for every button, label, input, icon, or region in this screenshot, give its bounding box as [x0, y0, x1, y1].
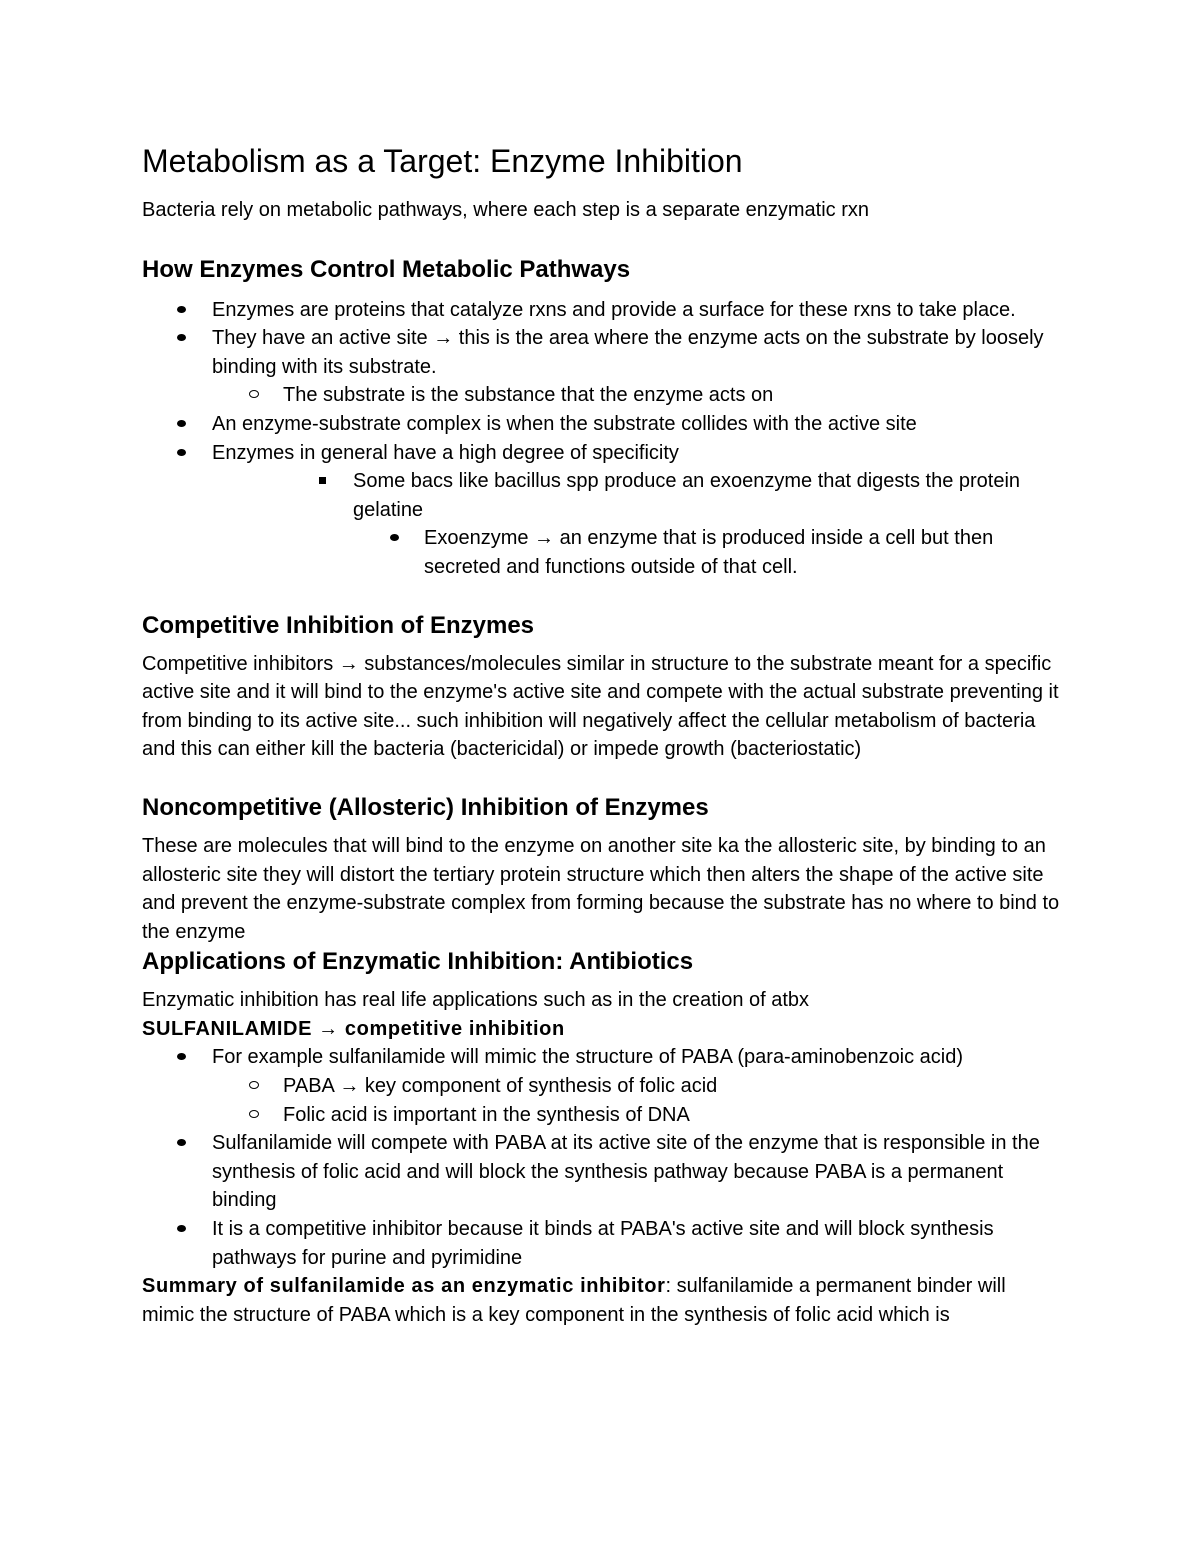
noncompetitive-paragraph: These are molecules that will bind to the enzyme on another site ka the allosteric site, by binding to an allosteric site they will distort the tertiary protein structure which then alters the shape of the active site and prevent the enzyme-substrate complex from forming because the substrate has no where to bind to the enzyme — [142, 834, 1060, 943]
summary-text: : sulfanilamide a permanent binder will mimic the structure of PABA which is a key component in the synthesis of folic acid which is — [142, 1275, 1006, 1326]
list-item: Exoenzyme → an enzyme that is produced inside a cell but then secreted and functions outside of that cell. — [142, 524, 1062, 581]
bullet-disc-icon — [177, 449, 186, 456]
bullet-disc-icon — [390, 534, 399, 541]
list-item: Enzymes in general have a high degree of specificity — [142, 439, 1062, 468]
competitive-paragraph: Competitive inhibitors → substances/molecules similar in structure to the substrate meant for a specific active site and it will bind to the enzyme's active site and compete with the actual substrate preventing it from binding to its active site... such inhibition will negatively affect the cellular metabolism of bacteria and this can either kill the bacteria (bactericidal) or impede growth (bacteriostatic) — [142, 652, 1059, 761]
bullet-square-icon — [319, 477, 326, 484]
sulfanilamide-list — [142, 1043, 1062, 1272]
summary-paragraph — [142, 1272, 1062, 1329]
list-item: They have an active site → this is the area where the enzyme acts on the substrate by loosely binding with its substrate. — [142, 324, 1062, 381]
list-item: Folic acid is important in the synthesis of DNA — [142, 1101, 1062, 1130]
bullet-disc-icon — [177, 334, 186, 341]
enzymes-control-list — [142, 296, 1062, 582]
list-item: For example sulfanilamide will mimic the structure of PABA (para-aminobenzoic acid) — [142, 1043, 1062, 1072]
bullet-disc-icon — [177, 420, 186, 427]
bullet-circle-icon — [249, 390, 259, 398]
document-page — [142, 140, 1062, 1329]
list-item: Enzymes are proteins that catalyze rxns and provide a surface for these rxns to take place. — [142, 296, 1062, 325]
bullet-circle-icon — [249, 1110, 259, 1118]
bullet-disc-icon — [177, 1225, 186, 1232]
intro-paragraph: Bacteria rely on metabolic pathways, where each step is a separate enzymatic rxn — [142, 199, 870, 221]
list-item: The substrate is the substance that the enzyme acts on — [142, 381, 1062, 410]
bullet-disc-icon — [177, 306, 186, 313]
list-item: An enzyme-substrate complex is when the substrate collides with the active site — [142, 410, 1062, 439]
list-item: Some bacs like bacillus spp produce an exoenzyme that digests the protein gelatine — [142, 467, 1062, 524]
section-heading-noncompetitive: Noncompetitive (Allosteric) Inhibition of Enzymes — [142, 793, 709, 821]
document-title: Metabolism as a Target: Enzyme Inhibition — [142, 143, 743, 179]
list-item: It is a competitive inhibitor because it binds at PABA's active site and will block synthesis pathways for purine and pyrimidine — [142, 1215, 1062, 1272]
bullet-disc-icon — [177, 1053, 186, 1060]
section-heading-applications: Applications of Enzymatic Inhibition: Antibiotics — [142, 948, 694, 976]
section-heading-enzymes-control: How Enzymes Control Metabolic Pathways — [142, 255, 631, 283]
bullet-circle-icon — [249, 1081, 259, 1089]
sulfanilamide-subheading: SULFANILAMIDE → competitive inhibition — [142, 1017, 565, 1040]
list-item: PABA → key component of synthesis of folic acid — [142, 1072, 1062, 1101]
bullet-disc-icon — [177, 1139, 186, 1146]
applications-intro: Enzymatic inhibition has real life applications such as in the creation of atbx — [142, 989, 810, 1012]
summary-label: Summary of sulfanilamide as an enzymatic inhibitor — [142, 1275, 666, 1298]
list-item: Sulfanilamide will compete with PABA at its active site of the enzyme that is responsible in the synthesis of folic acid and will block the synthesis pathway because PABA is a permanent binding — [142, 1129, 1062, 1215]
section-heading-competitive: Competitive Inhibition of Enzymes — [142, 611, 535, 639]
